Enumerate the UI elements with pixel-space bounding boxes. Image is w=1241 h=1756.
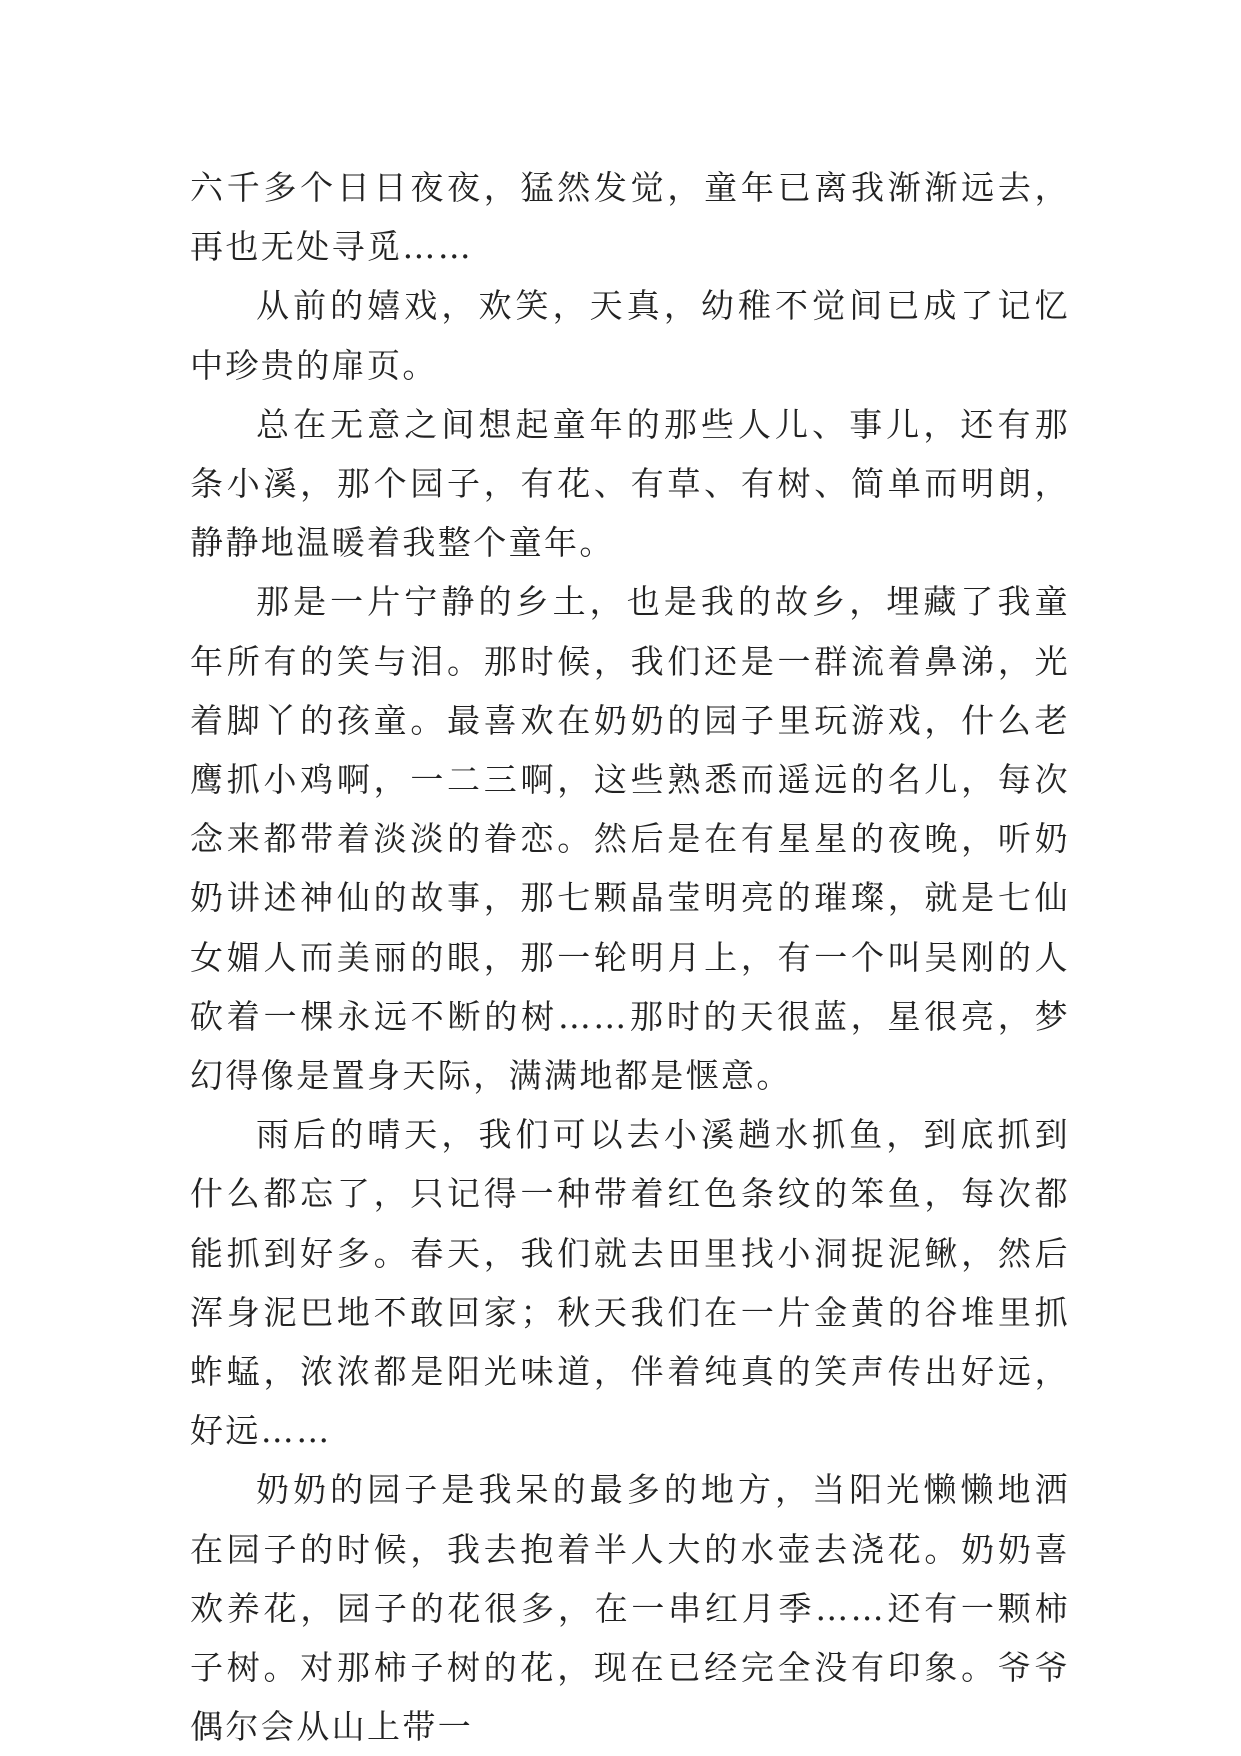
paragraph: 总在无意之间想起童年的那些人儿、事儿，还有那条小溪，那个园子，有花、有草、有树、简单而明朗，静静地温暖着我整个童年。	[190, 404, 1070, 563]
paragraph: 那是一片宁静的乡土，也是我的故乡，埋藏了我童年所有的笑与泪。那时候，我们还是一群流着鼻涕，光着脚丫的孩童。最喜欢在奶奶的园子里玩游戏，什么老鹰抓小鸡啊，一二三啊，这些熟悉而遥远的名儿，每次念来都带着淡淡的眷恋。然后是在有星星的夜晚，听奶奶讲述神仙的故事，那七颗晶莹明亮的璀璨，就是七仙女媚人而美丽的眼，那一轮明月上，有一个叫吴刚的人砍着一棵永远不断的树……那时的天很蓝，星很亮，梦幻得像是置身天际，满满地都是惬意。	[190, 582, 1070, 1096]
paragraph: 六千多个日日夜夜，猛然发觉，童年已离我渐渐远去，再也无处寻觅……	[190, 168, 1070, 267]
paragraph: 奶奶的园子是我呆的最多的地方，当阳光懒懒地洒在园子的时候，我去抱着半人大的水壶去浇花。奶奶喜欢养花，园子的花很多，在一串红月季……还有一颗柿子树。对那柿子树的花，现在已经完全没有印象。爷爷偶尔会从山上带一	[190, 1470, 1070, 1747]
paragraph: 雨后的晴天，我们可以去小溪趟水抓鱼，到底抓到什么都忘了，只记得一种带着红色条纹的笨鱼，每次都能抓到好多。春天，我们就去田里找小洞捉泥鳅，然后浑身泥巴地不敢回家；秋天我们在一片金黄的谷堆里抓蚱蜢，浓浓都是阳光味道，伴着纯真的笑声传出好远，好远……	[190, 1115, 1070, 1451]
document-body	[190, 158, 1070, 1756]
paragraph: 从前的嬉戏，欢笑，天真，幼稚不觉间已成了记忆中珍贵的扉页。	[190, 286, 1070, 385]
